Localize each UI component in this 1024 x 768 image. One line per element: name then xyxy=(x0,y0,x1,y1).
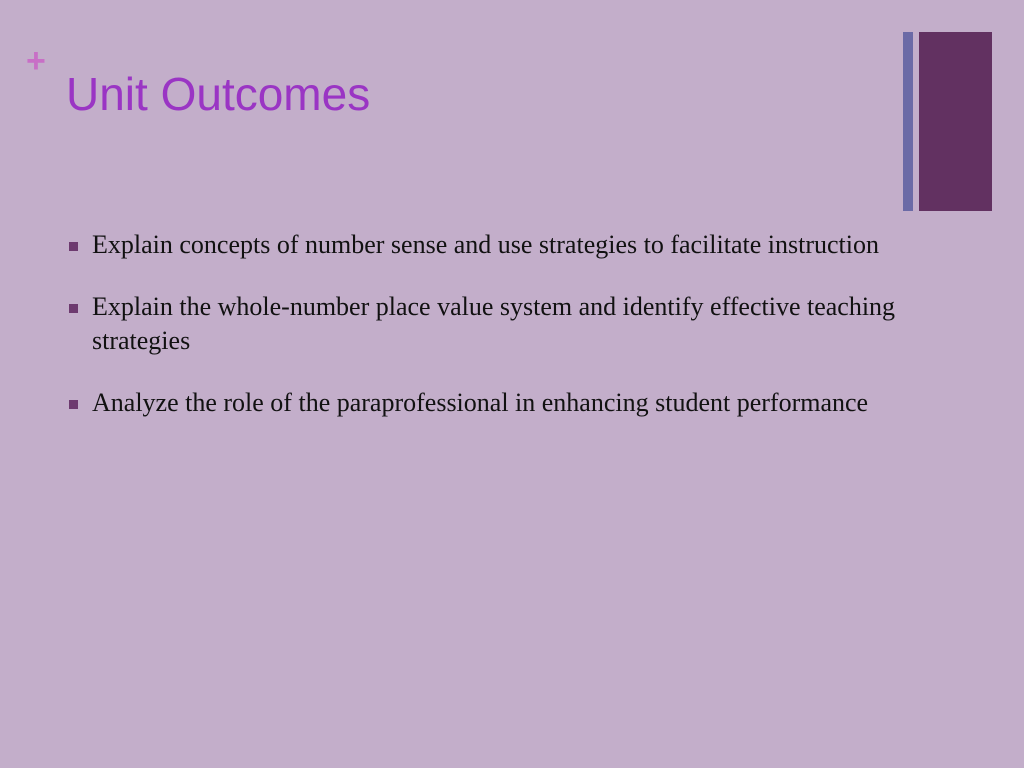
slide-title: Unit Outcomes xyxy=(66,68,371,120)
accent-bar-thick xyxy=(919,32,992,211)
bullet-text: Explain the whole-number place value system and identify effective teaching strategies xyxy=(92,292,896,355)
bullet-list xyxy=(68,228,898,448)
bullet-item xyxy=(68,290,898,358)
bullet-item xyxy=(68,386,898,420)
accent-bar-thin xyxy=(903,32,913,211)
bullet-text: Explain concepts of number sense and use strategies to facilitate instruction xyxy=(92,230,879,259)
square-bullet-icon xyxy=(69,400,78,409)
square-bullet-icon xyxy=(69,242,78,251)
bullet-item xyxy=(68,228,898,262)
plus-icon: + xyxy=(26,42,46,80)
square-bullet-icon xyxy=(69,304,78,313)
bullet-text: Analyze the role of the paraprofessional in enhancing student performance xyxy=(92,388,869,417)
